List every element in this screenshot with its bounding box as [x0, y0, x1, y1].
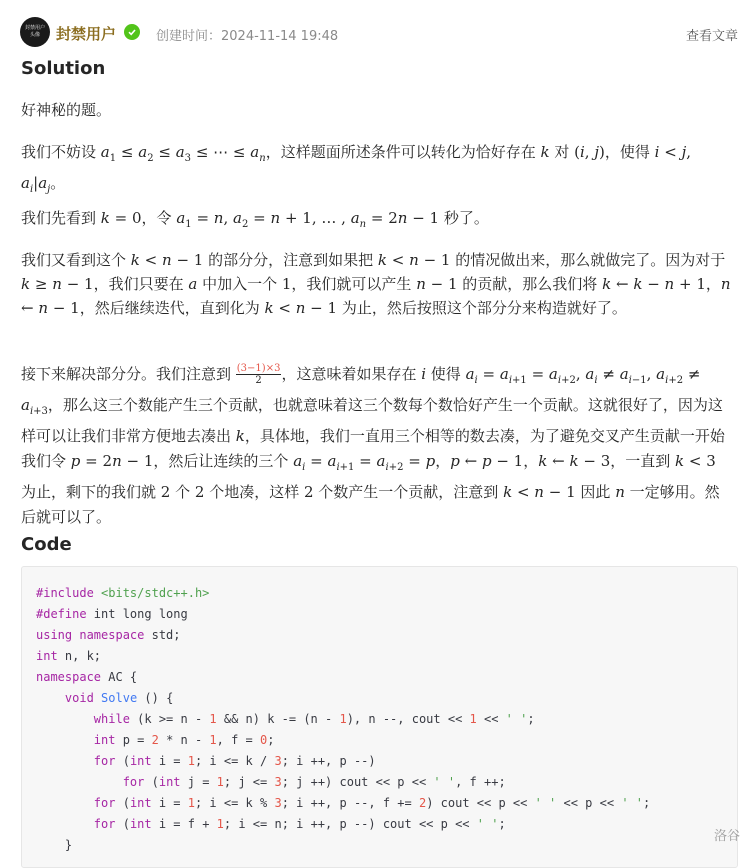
code-content: #include <bits/stdc++.h> #define int long long using namespace std; int n, k; namespace AC { void Solve () { while (k >= n - 1 && n) k -= (n - 1), n --, cout << 1 << ' '; int p = 2 * n - 1, f = 0; for (int i = 1; i <= k / 3; i ++, p --) for (int j = 1; j <= 3; j ++) cout << p << ' ', f ++; for (int i = 1; i <= k % 3; i ++, p --, f += 2) cout << p << ' ' << p << ' '; for (int i = f + 1; i <= n; i ++, p --) cout << p << ' '; } [36, 586, 651, 852]
view-article-link[interactable]: 查看文章 [685, 29, 738, 44]
username-link[interactable]: 封禁用户 [56, 25, 117, 43]
created-time: 创建时间：2024-11-14 19:48 [156, 29, 339, 44]
paragraph-construction: 接下来解决部分分。我们注意到 $\frac{(3-1)\times 3}{2}$ ，这意味着如果存在 i 使得 $a_i = a_{i+1} = a_{i+2}$, $a_i \ne a_{i-1}$, $a_{i+2} \ne a_{i+3}$，那么这三个数能产生三个贡献，也就意味着这三个数每个数恰好产生一个贡献。这就很好了，因为这样可以让我们非常方便地去凑出 k，具体地，我们一直用三个相等的数去凑，为了避免交叉产生贡献一开始我们令 p = 2n − 1，然后让连续的三个 $a_i = a_{i+1} = a_{i+2} = p$，p ← p − 1，k ← k − 3，一直到 k < 3 为止，剩下的我们就 2 个 2 个地凑，这样 2 个数产生一个贡献，注意到 k < n − 1 因此 n 一定够用。然后就可以了。 [21, 363, 725, 526]
code-heading: Code [21, 534, 72, 555]
solution-heading: Solution [21, 58, 106, 79]
verified-check-icon [124, 24, 140, 40]
code-block[interactable] [21, 566, 738, 868]
paragraph-k-less: 我们又看到这个 k < n − 1 的部分分，注意到如果把 k < n − 1 的情况做出来，那么就做完了。因为对于 k ≥ n − 1，我们只要在 a 中加入一个 1，我们就可以产生 n − 1 的贡献，那么我们将 k ← k − n + 1，n ← n − 1，然后继续迭代，直到化为 k < n − 1 为止，然后按照这个部分分来构造就好了。 [21, 251, 731, 317]
luogu-watermark: 洛谷 [713, 829, 740, 844]
avatar[interactable]: 封禁用户头像 [20, 17, 50, 47]
post-header [20, 16, 740, 48]
paragraph-k-zero: 我们先看到 k = 0，令 $a_1 = n$, $a_2 = n + 1$, … , $a_n = 2n - 1$ 秒了。 [21, 209, 489, 230]
paragraph-intro: 好神秘的题。 [21, 101, 112, 119]
paragraph-setup: 我们不妨设 $a_1 \le a_2 \le a_3$ ≤ ⋯ ≤ $a_n$，这样题面所述条件可以转化为恰好存在 k 对 (i, j)，使得 i < j, $a_i|a_j$。 [21, 143, 692, 195]
